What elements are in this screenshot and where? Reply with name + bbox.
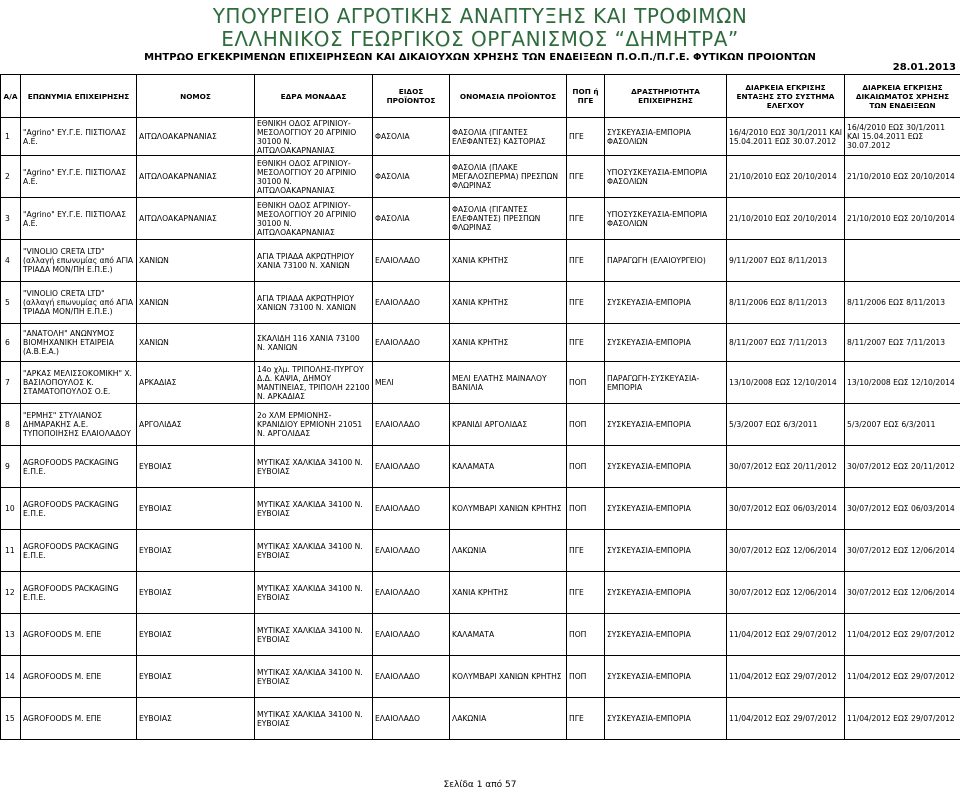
table-cell: ΧΑΝΙΑ ΚΡΗΤΗΣ: [450, 324, 567, 362]
table-cell: ΦΑΣΟΛΙΑ (ΓΙΓΑΝΤΕΣ ΕΛΕΦΑΝΤΕΣ) ΚΑΣΤΟΡΙΑΣ: [450, 118, 567, 156]
table-cell: ΣΥΣΚΕΥΑΣΙΑ-ΕΜΠΟΡΙΑ: [605, 656, 727, 698]
table-cell: 7: [1, 362, 21, 404]
table-cell: ΜΕΛΙ ΕΛΑΤΗΣ ΜΑΙΝΑΛΟΥ ΒΑΝΙΛΙΑ: [450, 362, 567, 404]
table-row: [1, 614, 960, 656]
table-cell: ΜΥΤΙΚΑΣ ΧΑΛΚΙΔΑ 34100 Ν. ΕΥΒΟΙΑΣ: [255, 656, 373, 698]
table-cell: ΕΥΒΟΙΑΣ: [137, 572, 255, 614]
table-cell: 8/11/2007 ΕΩΣ 7/11/2013: [845, 324, 960, 362]
page-number: Σελίδα 1 από 57: [443, 780, 517, 790]
column-header: ΠΟΠ ή ΠΓΕ: [567, 75, 605, 118]
registry-table: [0, 74, 960, 740]
table-cell: 30/07/2012 ΕΩΣ 12/06/2014: [845, 572, 960, 614]
table-cell: ΠΓΕ: [567, 198, 605, 240]
table-cell: ΕΛΑΙΟΛΑΔΟ: [373, 530, 450, 572]
table-cell: ΕΛΑΙΟΛΑΔΟ: [373, 656, 450, 698]
table-cell: ΧΑΝΙΑ ΚΡΗΤΗΣ: [450, 240, 567, 282]
table-cell: 30/07/2012 ΕΩΣ 20/11/2012: [845, 446, 960, 488]
table-cell: 21/10/2010 ΕΩΣ 20/10/2014: [845, 156, 960, 198]
table-cell: "ΑΝΑΤΟΛΗ" ΑΝΩΝΥΜΟΣ ΒΙΟΜΗΧΑΝΙΚΗ ΕΤΑΙΡΕΙΑ (Α.Β.Ε.Α.): [21, 324, 137, 362]
table-cell: ΑΙΤΩΛΟΑΚΑΡΝΑΝΙΑΣ: [137, 156, 255, 198]
table-cell: 8: [1, 404, 21, 446]
table-cell: 4: [1, 240, 21, 282]
table-cell: 11/04/2012 ΕΩΣ 29/07/2012: [845, 656, 960, 698]
table-row: [1, 446, 960, 488]
table-cell: "ΑΡΚΑΣ ΜΕΛΙΣΣΟΚΟΜΙΚΗ" Χ. ΒΑΣΙΛΟΠΟΥΛΟΣ Κ. ΣΤΑΜΑΤΟΠΟΥΛΟΣ Ο.Ε.: [21, 362, 137, 404]
table-cell: ΜΥΤΙΚΑΣ ΧΑΛΚΙΔΑ 34100 Ν. ΕΥΒΟΙΑΣ: [255, 488, 373, 530]
table-row: [1, 656, 960, 698]
table-row: [1, 156, 960, 198]
table-cell: ΕΛΑΙΟΛΑΔΟ: [373, 240, 450, 282]
column-header: ΟΝΟΜΑΣΙΑ ΠΡΟΪΟΝΤΟΣ: [450, 75, 567, 118]
table-cell: ΕΛΑΙΟΛΑΔΟ: [373, 614, 450, 656]
table-cell: ΠΑΡΑΓΩΓΗ (ΕΛΑΙΟΥΡΓΕΙΟ): [605, 240, 727, 282]
table-cell: "Agrino" ΕΥ.Γ.Ε. ΠΙΣΤΙΟΛΑΣ Α.Ε.: [21, 156, 137, 198]
table-cell: ΜΥΤΙΚΑΣ ΧΑΛΚΙΔΑ 34100 Ν. ΕΥΒΟΙΑΣ: [255, 614, 373, 656]
table-cell: ΣΥΣΚΕΥΑΣΙΑ-ΕΜΠΟΡΙΑ: [605, 404, 727, 446]
table-cell: 16/4/2010 ΕΩΣ 30/1/2011 ΚΑΙ 15.04.2011 ΕΩΣ 30.07.2012: [845, 118, 960, 156]
table-cell: ΠΓΕ: [567, 698, 605, 740]
table-row: [1, 324, 960, 362]
table-cell: 30/07/2012 ΕΩΣ 12/06/2014: [727, 572, 845, 614]
table-cell: ΣΥΣΚΕΥΑΣΙΑ-ΕΜΠΟΡΙΑ: [605, 488, 727, 530]
column-header: ΔΙΑΡΚΕΙΑ ΕΓΚΡΙΣΗΣ ΕΝΤΑΞΗΣ ΣΤΟ ΣΥΣΤΗΜΑ ΕΛΕΓΧΟΥ: [727, 75, 845, 118]
table-cell: ΣΥΣΚΕΥΑΣΙΑ-ΕΜΠΟΡΙΑ: [605, 698, 727, 740]
column-header: ΕΔΡΑ ΜΟΝΑΔΑΣ: [255, 75, 373, 118]
table-cell: ΠΓΕ: [567, 282, 605, 324]
table-cell: ΚΑΛΑΜΑΤΑ: [450, 446, 567, 488]
table-cell: 11/04/2012 ΕΩΣ 29/07/2012: [845, 698, 960, 740]
table-cell: 14ο χλμ. ΤΡΙΠΟΛΗΣ-ΠΥΡΓΟΥ Δ.Δ. ΚΑΨΙΑ, ΔΗΜΟΥ ΜΑΝΤΙΝΕΙΑΣ, ΤΡΙΠΟΛΗ 22100 Ν. ΑΡΚΑΔΙΑΣ: [255, 362, 373, 404]
table-cell: 8/11/2006 ΕΩΣ 8/11/2013: [727, 282, 845, 324]
table-cell: ΚΡΑΝΙΔΙ ΑΡΓΟΛΙΔΑΣ: [450, 404, 567, 446]
column-header: ΝΟΜΟΣ: [137, 75, 255, 118]
table-cell: 1: [1, 118, 21, 156]
table-body: [1, 118, 960, 740]
table-row: [1, 698, 960, 740]
table-cell: ΠΓΕ: [567, 324, 605, 362]
table-cell: ΕΛΑΙΟΛΑΔΟ: [373, 572, 450, 614]
table-cell: ΥΠΟΣΥΣΚΕΥΑΣΙΑ-ΕΜΠΟΡΙΑ ΦΑΣΟΛΙΩΝ: [605, 156, 727, 198]
table-row: [1, 530, 960, 572]
table-cell: ΠΓΕ: [567, 118, 605, 156]
table-cell: ΧΑΝΙΑ ΚΡΗΤΗΣ: [450, 282, 567, 324]
table-cell: ΠΓΕ: [567, 530, 605, 572]
table-cell: ΧΑΝΙΑ ΚΡΗΤΗΣ: [450, 572, 567, 614]
table-cell: 11: [1, 530, 21, 572]
table-cell: ΕΥΒΟΙΑΣ: [137, 656, 255, 698]
table-cell: "Agrino" ΕΥ.Γ.Ε. ΠΙΣΤΙΟΛΑΣ Α.Ε.: [21, 198, 137, 240]
document-date: 28.01.2013: [892, 62, 956, 73]
table-cell: 10: [1, 488, 21, 530]
table-cell: ΜΥΤΙΚΑΣ ΧΑΛΚΙΔΑ 34100 Ν. ΕΥΒΟΙΑΣ: [255, 572, 373, 614]
table-cell: AGROFOODS M. ΕΠΕ: [21, 614, 137, 656]
table-cell: ΚΟΛΥΜΒΑΡΙ ΧΑΝΙΩΝ ΚΡΗΤΗΣ: [450, 656, 567, 698]
column-header: ΕΙΔΟΣ ΠΡΟΪΟΝΤΟΣ: [373, 75, 450, 118]
table-cell: ΦΑΣΟΛΙΑ (ΓΙΓΑΝΤΕΣ ΕΛΕΦΑΝΤΕΣ) ΠΡΕΣΠΩΝ ΦΛΩΡΙΝΑΣ: [450, 198, 567, 240]
table-cell: ΣΚΑΛΙΔΗ 116 ΧΑΝΙΑ 73100 Ν. ΧΑΝΙΩΝ: [255, 324, 373, 362]
table-cell: 9/11/2007 ΕΩΣ 8/11/2013: [727, 240, 845, 282]
table-cell: 5: [1, 282, 21, 324]
table-cell: ΠΟΠ: [567, 614, 605, 656]
table-row: [1, 118, 960, 156]
table-cell: ΜΕΛΙ: [373, 362, 450, 404]
table-cell: 21/10/2010 ΕΩΣ 20/10/2014: [727, 198, 845, 240]
table-cell: 13/10/2008 ΕΩΣ 12/10/2014: [845, 362, 960, 404]
table-cell: ΧΑΝΙΩΝ: [137, 324, 255, 362]
table-cell: AGROFOODS M. ΕΠΕ: [21, 698, 137, 740]
table-cell: 30/07/2012 ΕΩΣ 20/11/2012: [727, 446, 845, 488]
table-cell: AGROFOODS M. ΕΠΕ: [21, 656, 137, 698]
column-header: ΕΠΩΝΥΜΙΑ ΕΠΙΧΕΙΡΗΣΗΣ: [21, 75, 137, 118]
table-cell: ΣΥΣΚΕΥΑΣΙΑ-ΕΜΠΟΡΙΑ: [605, 446, 727, 488]
table-row: [1, 488, 960, 530]
table-cell: ΠΓΕ: [567, 572, 605, 614]
table-cell: ΦΑΣΟΛΙΑ: [373, 118, 450, 156]
table-cell: ΕΥΒΟΙΑΣ: [137, 614, 255, 656]
table-cell: ΑΡΚΑΔΙΑΣ: [137, 362, 255, 404]
table-row: [1, 240, 960, 282]
table-cell: ΧΑΝΙΩΝ: [137, 240, 255, 282]
table-cell: [845, 240, 960, 282]
table-cell: 3: [1, 198, 21, 240]
table-cell: ΕΛΑΙΟΛΑΔΟ: [373, 324, 450, 362]
table-cell: 11/04/2012 ΕΩΣ 29/07/2012: [727, 614, 845, 656]
table-cell: ΧΑΝΙΩΝ: [137, 282, 255, 324]
table-cell: ΦΑΣΟΛΙΑ (ΠΛΑΚΕ ΜΕΓΑΛΟΣΠΕΡΜΑ) ΠΡΕΣΠΩΝ ΦΛΩΡΙΝΑΣ: [450, 156, 567, 198]
table-cell: 13: [1, 614, 21, 656]
column-header: Α/Α: [1, 75, 21, 118]
table-cell: ΚΟΛΥΜΒΑΡΙ ΧΑΝΙΩΝ ΚΡΗΤΗΣ: [450, 488, 567, 530]
table-cell: ΣΥΣΚΕΥΑΣΙΑ-ΕΜΠΟΡΙΑ: [605, 324, 727, 362]
table-cell: 2ο ΧΛΜ ΕΡΜΙΟΝΗΣ-ΚΡΑΝΙΔΙΟΥ ΕΡΜΙΟΝΗ 21051 Ν. ΑΡΓΟΛΙΔΑΣ: [255, 404, 373, 446]
table-cell: 2: [1, 156, 21, 198]
table-row: [1, 282, 960, 324]
table-row: [1, 572, 960, 614]
table-cell: 21/10/2010 ΕΩΣ 20/10/2014: [727, 156, 845, 198]
table-cell: ΕΛΑΙΟΛΑΔΟ: [373, 698, 450, 740]
table-cell: 5/3/2007 ΕΩΣ 6/3/2011: [845, 404, 960, 446]
table-cell: ΕΘΝΙΚΗ ΟΔΟΣ ΑΓΡΙΝΙΟΥ-ΜΕΣΟΛΟΓΓΙΟΥ 20 ΑΓΡΙΝΙΟ 30100 Ν. ΑΙΤΩΛΟΑΚΑΡΝΑΝΙΑΣ: [255, 118, 373, 156]
table-cell: ΛΑΚΩΝΙΑ: [450, 530, 567, 572]
table-cell: ΠΟΠ: [567, 362, 605, 404]
table-cell: AGROFOODS PACKAGING Ε.Π.Ε.: [21, 488, 137, 530]
table-cell: ΣΥΣΚΕΥΑΣΙΑ-ΕΜΠΟΡΙΑ: [605, 530, 727, 572]
table-cell: 11/04/2012 ΕΩΣ 29/07/2012: [727, 656, 845, 698]
table-cell: 30/07/2012 ΕΩΣ 06/03/2014: [727, 488, 845, 530]
table-cell: 11/04/2012 ΕΩΣ 29/07/2012: [727, 698, 845, 740]
table-cell: ΠΓΕ: [567, 240, 605, 282]
table-cell: ΠΟΠ: [567, 446, 605, 488]
table-cell: ΠΟΠ: [567, 404, 605, 446]
table-cell: 8/11/2007 ΕΩΣ 7/11/2013: [727, 324, 845, 362]
table-cell: ΜΥΤΙΚΑΣ ΧΑΛΚΙΔΑ 34100 Ν. ΕΥΒΟΙΑΣ: [255, 698, 373, 740]
table-cell: AGROFOODS PACKAGING Ε.Π.Ε.: [21, 446, 137, 488]
table-cell: ΥΠΟΣΥΣΚΕΥΑΣΙΑ-ΕΜΠΟΡΙΑ ΦΑΣΟΛΙΩΝ: [605, 198, 727, 240]
table-cell: 30/07/2012 ΕΩΣ 12/06/2014: [727, 530, 845, 572]
table-cell: ΕΛΑΙΟΛΑΔΟ: [373, 404, 450, 446]
table-row: [1, 362, 960, 404]
table-cell: ΑΡΓΟΛΙΔΑΣ: [137, 404, 255, 446]
ministry-title: ΥΠΟΥΡΓΕΙΟ ΑΓΡΟΤΙΚΗΣ ΑΝΑΠΤΥΞΗΣ ΚΑΙ ΤΡΟΦΙΜΩΝ: [212, 4, 748, 28]
table-cell: ΑΙΤΩΛΟΑΚΑΡΝΑΝΙΑΣ: [137, 118, 255, 156]
table-cell: ΠΓΕ: [567, 156, 605, 198]
table-cell: 6: [1, 324, 21, 362]
organization-title: ΕΛΛΗΝΙΚΟΣ ΓΕΩΡΓΙΚΟΣ ΟΡΓΑΝΙΣΜΟΣ “ΔΗΜΗΤΡΑ”: [221, 27, 739, 51]
table-cell: ΛΑΚΩΝΙΑ: [450, 698, 567, 740]
table-cell: AGROFOODS PACKAGING Ε.Π.Ε.: [21, 572, 137, 614]
table-cell: 12: [1, 572, 21, 614]
table-cell: ΕΥΒΟΙΑΣ: [137, 446, 255, 488]
table-cell: ΣΥΣΚΕΥΑΣΙΑ-ΕΜΠΟΡΙΑ: [605, 614, 727, 656]
table-cell: 5/3/2007 ΕΩΣ 6/3/2011: [727, 404, 845, 446]
table-cell: 15: [1, 698, 21, 740]
column-header: ΔΙΑΡΚΕΙΑ ΕΓΚΡΙΣΗΣ ΔΙΚΑΙΩΜΑΤΟΣ ΧΡΗΣΗΣ ΤΩΝ ΕΝΔΕΙΞΕΩΝ: [845, 75, 960, 118]
column-header: ΔΡΑΣΤΗΡΙΟΤΗΤΑ ΕΠΙΧΕΙΡΗΣΗΣ: [605, 75, 727, 118]
table-cell: 16/4/2010 ΕΩΣ 30/1/2011 ΚΑΙ 15.04.2011 ΕΩΣ 30.07.2012: [727, 118, 845, 156]
table-cell: 13/10/2008 ΕΩΣ 12/10/2014: [727, 362, 845, 404]
table-cell: ΑΓΙΑ ΤΡΙΑΔΑ ΑΚΡΩΤΗΡΙΟΥ ΧΑΝΙΑ 73100 Ν. ΧΑΝΙΩΝ: [255, 240, 373, 282]
table-cell: ΣΥΣΚΕΥΑΣΙΑ-ΕΜΠΟΡΙΑ: [605, 282, 727, 324]
table-cell: ΑΓΙΑ ΤΡΙΑΔΑ ΑΚΡΩΤΗΡΙΟΥ ΧΑΝΙΩΝ 73100 Ν. ΧΑΝΙΩΝ: [255, 282, 373, 324]
table-cell: ΣΥΣΚΕΥΑΣΙΑ-ΕΜΠΟΡΙΑ ΦΑΣΟΛΙΩΝ: [605, 118, 727, 156]
table-cell: AGROFOODS PACKAGING Ε.Π.Ε.: [21, 530, 137, 572]
registry-title: ΜΗΤΡΩΟ ΕΓΚΕΚΡΙΜΕΝΩΝ ΕΠΙΧΕΙΡΗΣΕΩΝ ΚΑΙ ΔΙΚΑΙΟΥΧΩΝ ΧΡΗΣΗΣ ΤΩΝ ΕΝΔΕΙΞΕΩΝ Π.Ο.Π./Π.Γ.Ε. ΦΥΤΙΚΩΝ ΠΡΟΙΟΝΤΩΝ: [144, 52, 816, 63]
table-cell: "Agrino" ΕΥ.Γ.Ε. ΠΙΣΤΙΟΛΑΣ Α.Ε.: [21, 118, 137, 156]
table-cell: ΕΘΝΙΚΗ ΟΔΟΣ ΑΓΡΙΝΙΟΥ-ΜΕΣΟΛΟΓΓΙΟΥ 20 ΑΓΡΙΝΙΟ 30100 Ν. ΑΙΤΩΛΟΑΚΑΡΝΑΝΙΑΣ: [255, 198, 373, 240]
table-cell: ΚΑΛΑΜΑΤΑ: [450, 614, 567, 656]
table-cell: 14: [1, 656, 21, 698]
table-cell: ΜΥΤΙΚΑΣ ΧΑΛΚΙΔΑ 34100 Ν. ΕΥΒΟΙΑΣ: [255, 530, 373, 572]
table-cell: ΜΥΤΙΚΑΣ ΧΑΛΚΙΔΑ 34100 Ν. ΕΥΒΟΙΑΣ: [255, 446, 373, 488]
table-cell: ΕΥΒΟΙΑΣ: [137, 530, 255, 572]
table-cell: 9: [1, 446, 21, 488]
table-cell: "ΕΡΜΗΣ" ΣΤΥΛΙΑΝΟΣ ΔΗΜΑΡΑΚΗΣ Α.Ε. ΤΥΠΟΠΟΙΗΣΗΣ ΕΛΑΙΟΛΑΔΟΥ: [21, 404, 137, 446]
table-cell: ΦΑΣΟΛΙΑ: [373, 198, 450, 240]
table-cell: ΕΘΝΙΚΗ ΟΔΟΣ ΑΓΡΙΝΙΟΥ-ΜΕΣΟΛΟΓΓΙΟΥ 20 ΑΓΡΙΝΙΟ 30100 Ν. ΑΙΤΩΛΟΑΚΑΡΝΑΝΙΑΣ: [255, 156, 373, 198]
table-cell: ΕΛΑΙΟΛΑΔΟ: [373, 282, 450, 324]
table-header-row: [1, 75, 960, 118]
table-cell: "VINOLIO CRETA LTD" (αλλαγή επωνυμίας από ΑΓΙΑ ΤΡΙΑΔΑ ΜΟΝ/ΠΗ Ε.Π.Ε.): [21, 282, 137, 324]
table-cell: 11/04/2012 ΕΩΣ 29/07/2012: [845, 614, 960, 656]
table-cell: 30/07/2012 ΕΩΣ 12/06/2014: [845, 530, 960, 572]
table-cell: "VINOLIO CRETA LTD" (αλλαγή επωνυμίας από ΑΓΙΑ ΤΡΙΑΔΑ ΜΟΝ/ΠΗ Ε.Π.Ε.): [21, 240, 137, 282]
table-row: [1, 198, 960, 240]
table-cell: ΠΟΠ: [567, 488, 605, 530]
table-cell: 8/11/2006 ΕΩΣ 8/11/2013: [845, 282, 960, 324]
table-cell: ΕΥΒΟΙΑΣ: [137, 488, 255, 530]
table-cell: ΦΑΣΟΛΙΑ: [373, 156, 450, 198]
table-cell: 21/10/2010 ΕΩΣ 20/10/2014: [845, 198, 960, 240]
table-cell: ΠΑΡΑΓΩΓΗ-ΣΥΣΚΕΥΑΣΙΑ-ΕΜΠΟΡΙΑ: [605, 362, 727, 404]
table-cell: ΑΙΤΩΛΟΑΚΑΡΝΑΝΙΑΣ: [137, 198, 255, 240]
table-cell: ΕΥΒΟΙΑΣ: [137, 698, 255, 740]
table-cell: ΣΥΣΚΕΥΑΣΙΑ-ΕΜΠΟΡΙΑ: [605, 572, 727, 614]
table-cell: ΠΟΠ: [567, 656, 605, 698]
table-cell: 30/07/2012 ΕΩΣ 06/03/2014: [845, 488, 960, 530]
table-cell: ΕΛΑΙΟΛΑΔΟ: [373, 446, 450, 488]
table-row: [1, 404, 960, 446]
table-cell: ΕΛΑΙΟΛΑΔΟ: [373, 488, 450, 530]
